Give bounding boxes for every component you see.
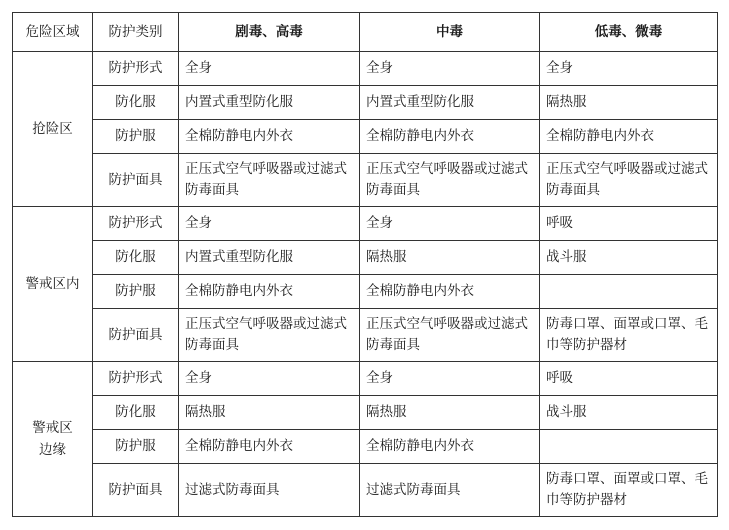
value-cell: 隔热服	[179, 396, 360, 430]
category-cell: 防护服	[93, 275, 179, 309]
header-toxicity-low: 低毒、微毒	[540, 13, 718, 52]
header-category: 防护类别	[93, 13, 179, 52]
value-cell: 过滤式防毒面具	[179, 464, 360, 517]
value-cell: 隔热服	[360, 241, 540, 275]
zone-rescue: 抢险区	[13, 52, 93, 207]
value-cell: 正压式空气呼吸器或过滤式防毒面具	[360, 154, 540, 207]
category-cell: 防化服	[93, 241, 179, 275]
table-row	[13, 52, 718, 86]
table-row	[13, 275, 718, 309]
value-cell: 全棉防静电内外衣	[179, 430, 360, 464]
value-cell: 正压式空气呼吸器或过滤式防毒面具	[540, 154, 718, 207]
zone-warning-edge-label: 警戒区边缘	[32, 420, 73, 458]
category-cell: 防化服	[93, 86, 179, 120]
value-cell: 全身	[360, 362, 540, 396]
value-cell: 全身	[179, 207, 360, 241]
value-cell: 全身	[360, 52, 540, 86]
header-toxicity-high: 剧毒、高毒	[179, 13, 360, 52]
value-cell: 战斗服	[540, 396, 718, 430]
zone-warning-inner: 警戒区内	[13, 207, 93, 362]
value-cell: 全身	[179, 362, 360, 396]
value-cell: 正压式空气呼吸器或过滤式防毒面具	[360, 309, 540, 362]
value-cell: 防毒口罩、面罩或口罩、毛巾等防护器材	[540, 464, 718, 517]
header-row	[13, 13, 718, 52]
category-cell: 防护形式	[93, 207, 179, 241]
table-row	[13, 241, 718, 275]
value-cell: 全棉防静电内外衣	[360, 120, 540, 154]
table-row	[13, 430, 718, 464]
value-cell: 隔热服	[360, 396, 540, 430]
value-cell: 全棉防静电内外衣	[360, 275, 540, 309]
value-cell: 正压式空气呼吸器或过滤式防毒面具	[179, 154, 360, 207]
value-cell: 内置式重型防化服	[179, 241, 360, 275]
table-row	[13, 396, 718, 430]
header-zone: 危险区域	[13, 13, 93, 52]
category-cell: 防护形式	[93, 52, 179, 86]
zone-warning-edge	[13, 362, 93, 517]
table-row	[13, 154, 718, 207]
table-row	[13, 120, 718, 154]
value-cell: 战斗服	[540, 241, 718, 275]
value-cell: 呼吸	[540, 207, 718, 241]
value-cell: 隔热服	[540, 86, 718, 120]
value-cell: 全棉防静电内外衣	[179, 120, 360, 154]
value-cell: 全身	[540, 52, 718, 86]
value-cell: 呼吸	[540, 362, 718, 396]
value-cell: 过滤式防毒面具	[360, 464, 540, 517]
protection-table	[12, 12, 718, 517]
category-cell: 防护面具	[93, 154, 179, 207]
table-row	[13, 309, 718, 362]
value-cell: 内置式重型防化服	[179, 86, 360, 120]
value-cell: 全棉防静电内外衣	[179, 275, 360, 309]
header-toxicity-medium: 中毒	[360, 13, 540, 52]
category-cell: 防护服	[93, 120, 179, 154]
value-cell: 防毒口罩、面罩或口罩、毛巾等防护器材	[540, 309, 718, 362]
category-cell: 防化服	[93, 396, 179, 430]
value-cell: 全棉防静电内外衣	[540, 120, 718, 154]
category-cell: 防护面具	[93, 464, 179, 517]
category-cell: 防护服	[93, 430, 179, 464]
value-cell: 全身	[360, 207, 540, 241]
value-cell: 全棉防静电内外衣	[360, 430, 540, 464]
table-row	[13, 464, 718, 517]
category-cell: 防护面具	[93, 309, 179, 362]
value-cell	[540, 430, 718, 464]
value-cell: 正压式空气呼吸器或过滤式防毒面具	[179, 309, 360, 362]
table-row	[13, 86, 718, 120]
table-row	[13, 207, 718, 241]
value-cell	[540, 275, 718, 309]
value-cell: 全身	[179, 52, 360, 86]
table-row	[13, 362, 718, 396]
category-cell: 防护形式	[93, 362, 179, 396]
value-cell: 内置式重型防化服	[360, 86, 540, 120]
